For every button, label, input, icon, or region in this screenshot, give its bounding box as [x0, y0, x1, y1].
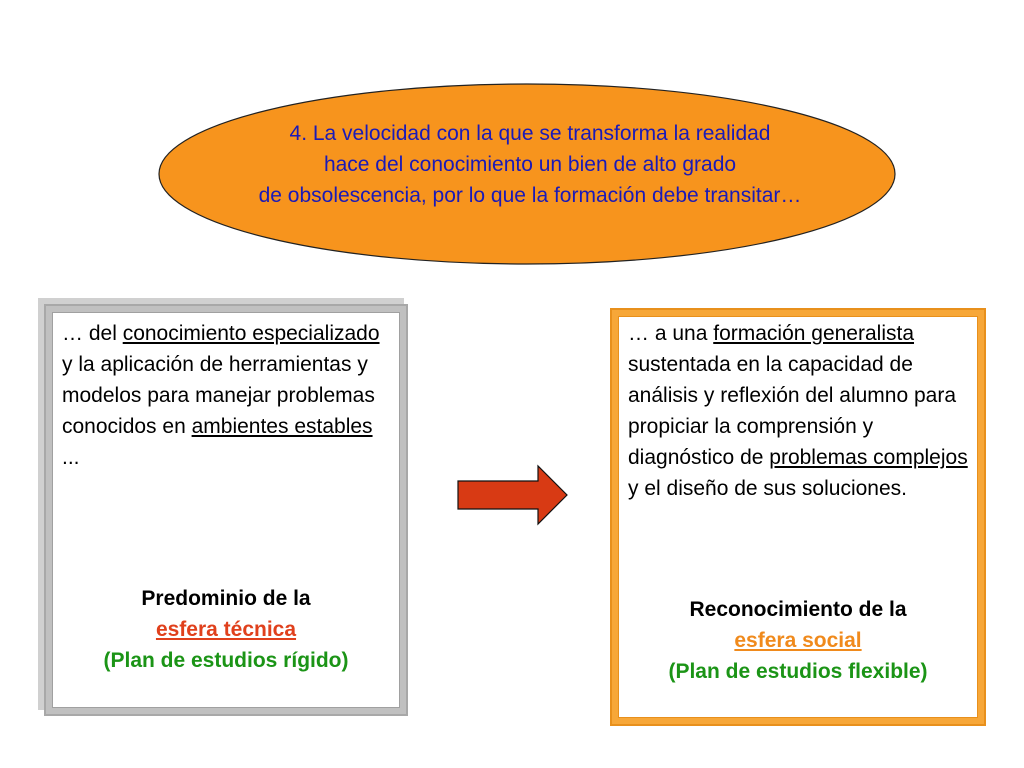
right-text-1: … a una: [628, 322, 714, 345]
left-text-1: … del: [62, 322, 123, 345]
top-ellipse-text: [170, 118, 890, 211]
ellipse-line-3: de obsolescencia, por lo que la formación debe transitar…: [258, 184, 802, 207]
left-underlined-1: conocimiento especializado: [122, 322, 380, 345]
right-underlined-2: problemas complejos: [769, 446, 968, 469]
right-summary-plan: (Plan de estudios flexible): [668, 660, 928, 683]
right-summary: [618, 594, 978, 687]
right-underlined-1: formación generalista: [713, 322, 915, 345]
left-text-2: y la aplicación de herramientas y modelos para manejar problemas conocidos en: [62, 353, 375, 438]
ellipse-line-1: 4. La velocidad con la que se transforma la realidad: [289, 122, 771, 145]
right-box-description: [628, 318, 968, 504]
right-text-2: sustentada en la capacidad de análisis y reflexión del alumno para propiciar la comprensión y diagnóstico de: [628, 353, 957, 469]
left-underlined-2: ambientes estables: [191, 415, 373, 438]
right-summary-sphere: esfera social: [734, 629, 862, 652]
left-box-description: [62, 318, 392, 473]
left-summary-plan: (Plan de estudios rígido): [103, 649, 349, 672]
left-summary: [52, 583, 400, 676]
ellipse-line-2: hace del conocimiento un bien de alto grado: [323, 153, 737, 176]
left-text-3: ...: [62, 446, 80, 469]
left-summary-heading: Predominio de la: [141, 587, 311, 610]
left-summary-sphere: esfera técnica: [155, 618, 297, 641]
right-text-3: y el diseño de sus soluciones.: [628, 477, 907, 500]
right-summary-heading: Reconocimiento de la: [689, 598, 907, 621]
right-arrow-icon: [452, 460, 572, 530]
